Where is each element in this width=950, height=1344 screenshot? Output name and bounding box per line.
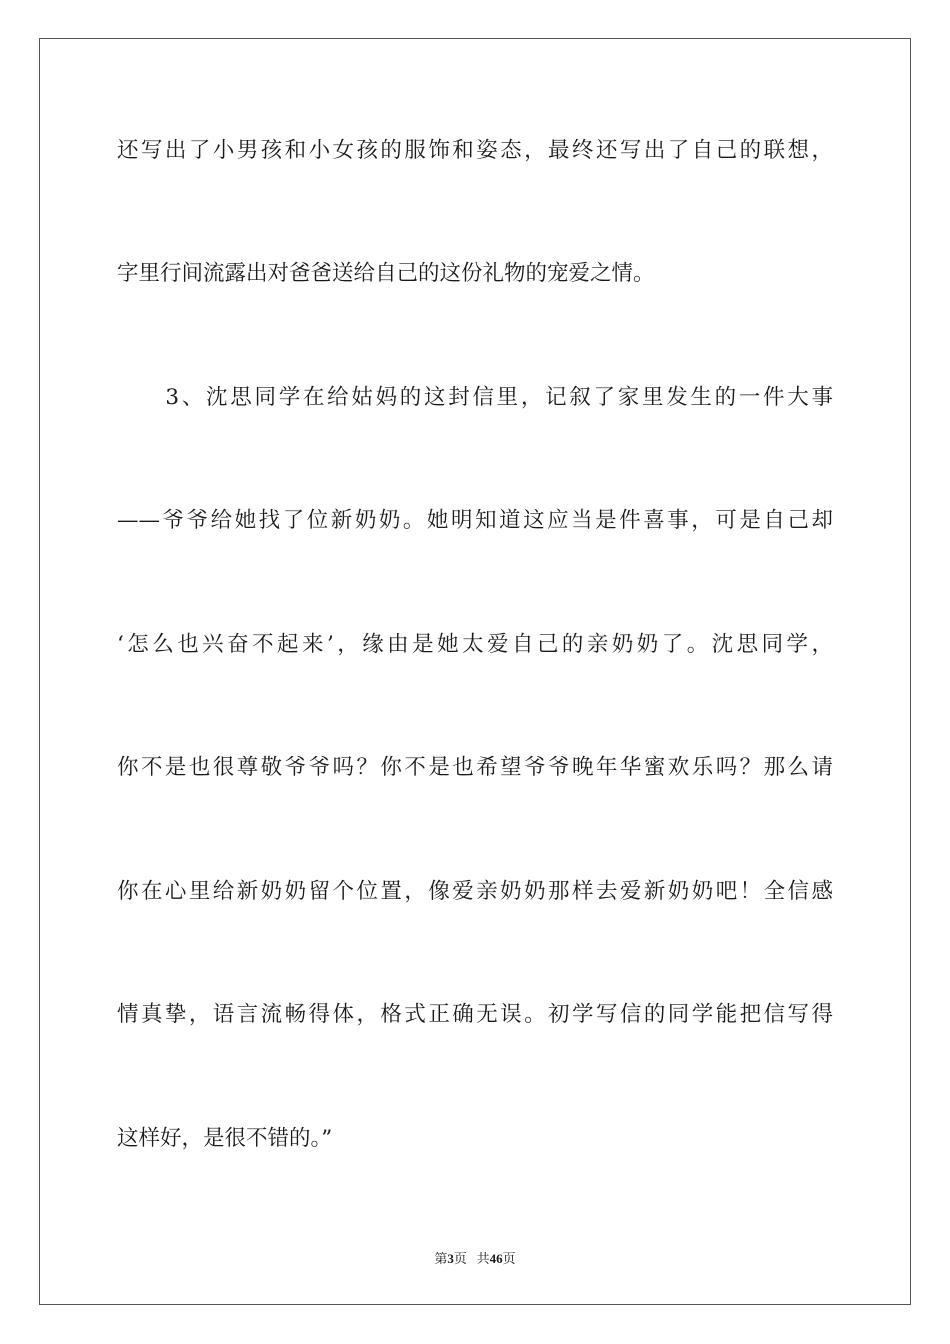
text-line-4: ——爷爷给她找了位新奶奶。她明知道这应当是件喜事，可是自己却 <box>117 508 833 533</box>
text-line-9: 这样好，是很不错的。” <box>117 1126 333 1151</box>
text-line-1: 还写出了小男孩和小女孩的服饰和姿态，最终还写出了自己的联想， <box>117 138 833 163</box>
page-suffix: 页 <box>453 1251 467 1266</box>
text-line-6: 你不是也很尊敬爷爷吗？你不是也希望爷爷晚年华蜜欢乐吗？那么请 <box>117 755 833 780</box>
text-line-8: 情真挚，语言流畅得体，格式正确无误。初学写信的同学能把信写得 <box>117 1002 833 1027</box>
total-pages: 46 <box>489 1251 503 1266</box>
total-prefix: 共 <box>476 1251 490 1266</box>
page-prefix: 第 <box>434 1251 448 1266</box>
text-line-2: 字里行间流露出对爸爸送给自己的这份礼物的宠爱之情。 <box>117 261 655 286</box>
text-line-7: 你在心里给新奶奶留个位置，像爱亲奶奶那样去爱新奶奶吧！全信感 <box>117 879 833 904</box>
text-line-5: ‘怎么也兴奋不起来’，缘由是她太爱自己的亲奶奶了。沈思同学， <box>117 632 833 657</box>
text-line-3: 3、沈思同学在给姑妈的这封信里，记叙了家里发生的一件大事 <box>117 385 833 410</box>
page-number: 3 <box>447 1251 454 1266</box>
page-footer <box>0 1248 950 1267</box>
page-border <box>39 38 911 1305</box>
total-suffix: 页 <box>502 1251 516 1266</box>
